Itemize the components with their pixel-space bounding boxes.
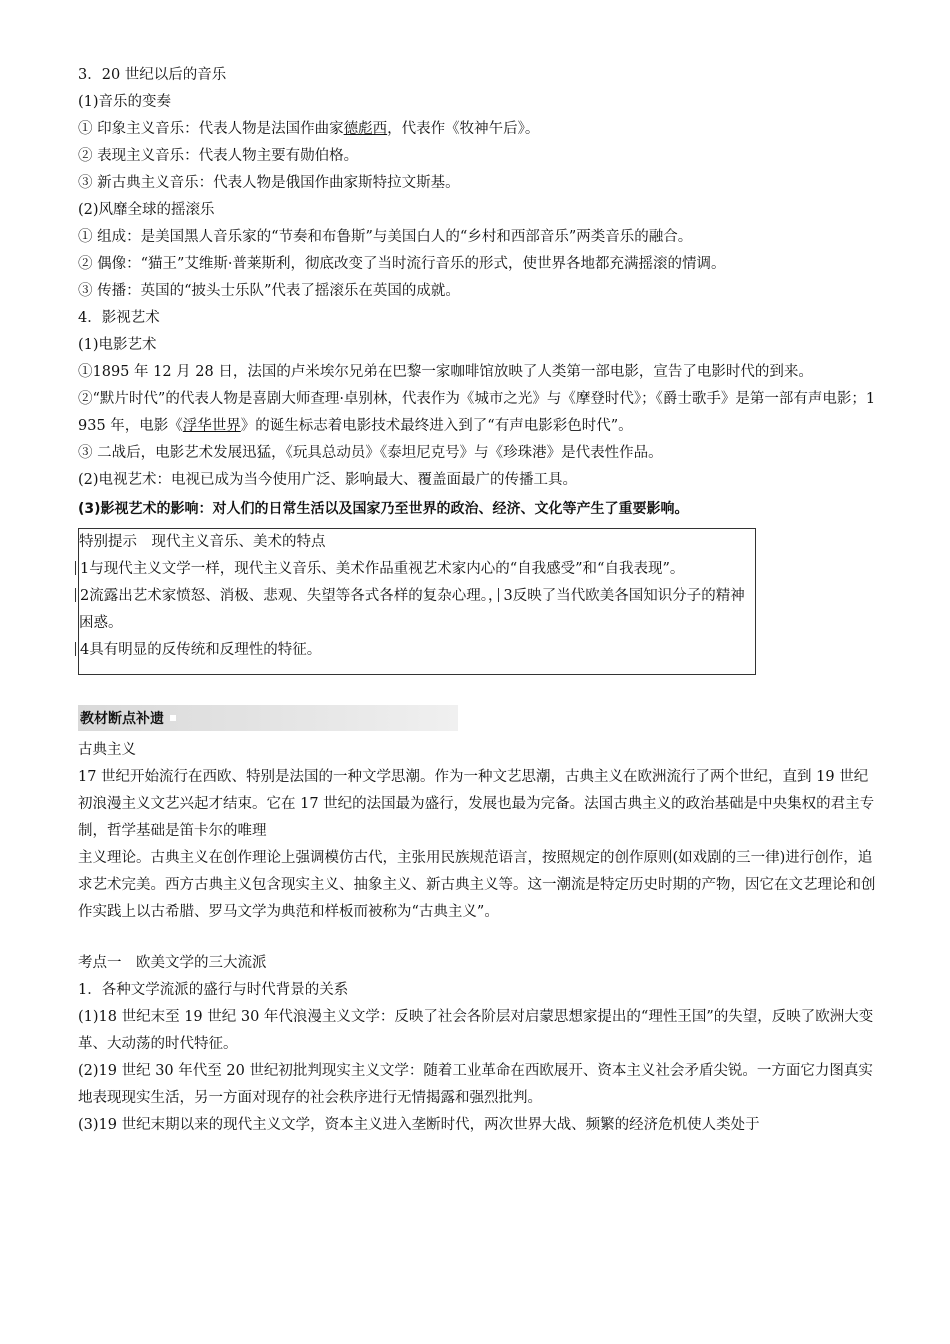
tip-item-4-text: 4具有明显的反传统和反理性的特征。: [80, 642, 322, 658]
impressionism-work: ，代表作《牧神午后》。: [387, 121, 540, 137]
tip-marker: [75, 561, 78, 575]
music-heading: 3．20 世纪以后的音乐: [78, 67, 227, 83]
rock-idol: ② 偶像：“猫王”艾维斯·普莱斯利，彻底改变了当时流行音乐的形式，使世界各地都充满摇滚的情调。: [78, 256, 726, 272]
debussy-name: 德彪西: [343, 121, 388, 137]
silent-era-text: ②“默片时代”的代表人物是喜剧大师查理·卓别林，代表作为《城市之光》与《摩登时代》；《爵士歌手》是第一部有声电影；1935 年，电影《: [78, 391, 876, 434]
tv-art: (2)电视艺术：电视已成为当今使用广泛、影响最大、覆盖面最广的传播工具。: [78, 472, 578, 488]
kaodian-heading: 考点一 欧美文学的三大流派: [78, 955, 267, 971]
film-impact: (3)影视艺术的影响：对人们的日常生活以及国家乃至世界的政治、经济、文化等产生了重要影响。: [78, 501, 689, 517]
classicism-para-1: 17 世纪开始流行在西欧、特别是法国的一种文学思潮。作为一种文艺思潮，古典主义在欧洲流行了两个世纪，直到 19 世纪初浪漫主义文艺兴起才结束。它在 17 世纪的法国最为盛行，发展也最为完备。法国古典主义的政治基础是中央集权的君主专制，哲学基础是笛卡尔的唯理: [78, 769, 875, 839]
tip-marker: [75, 588, 78, 602]
kaodian-romanticism: (1)18 世纪末至 19 世纪 30 年代浪漫主义文学：反映了社会各阶层对启蒙思想家提出的“理性王国”的失望，反映了欧洲大变革、大动荡的时代特征。: [78, 1009, 874, 1052]
silent-era-text-end: 》的诞生标志着电影技术最终进入到了“有声电影彩色时代”。: [240, 418, 633, 434]
rock-composition: ① 组成：是美国黑人音乐家的“节奏和布鲁斯”与美国白人的“乡村和西部音乐”两类音乐的融合。: [78, 229, 693, 245]
impressionism-line: [78, 116, 878, 143]
tip-item-1-text: 1与现代主义文学一样，现代主义音乐、美术作品重视艺术家内心的“自我感受”和“自我表现”。: [80, 561, 685, 577]
film-heading: 4．影视艺术: [78, 310, 160, 326]
film-first-movie: ①1895 年 12 月 28 日，法国的卢米埃尔兄弟在巴黎一家咖啡馆放映了人类第一部电影，宣告了电影时代的到来。: [78, 364, 813, 380]
film-title-underlined: 浮华世界: [182, 418, 241, 434]
tip-item-4: [79, 637, 745, 664]
supplement-section-bar: [78, 705, 458, 731]
rock-spread: ③ 传播：英国的“披头士乐队”代表了摇滚乐在英国的成就。: [78, 283, 460, 299]
square-icon: [170, 715, 176, 721]
tip-title: 特别提示 现代主义音乐、美术的特点: [79, 534, 326, 550]
tip-marker: [75, 642, 78, 656]
special-tip-box: [78, 528, 756, 675]
kaodian-sub: 1．各种文学流派的盛行与时代背景的关系: [78, 982, 349, 998]
film-silent-era: [78, 386, 878, 440]
music-sub-variation: (1)音乐的变奏: [78, 94, 172, 110]
tip-item-1: [79, 556, 749, 583]
tip-separator: ，: [487, 588, 503, 604]
document-page: [78, 62, 878, 1139]
film-sub-cinema: (1)电影艺术: [78, 337, 157, 353]
classicism-para-2: 主义理论。古典主义在创作理论上强调模仿古代，主张用民族规范语言，按照规定的创作原则(如戏剧的三一律)进行创作，追求艺术完美。西方古典主义包含现实主义、抽象主义、新古典主义等。这一潮流是特定历史时期的产物，因它在文艺理论和创作实践上以古希腊、罗马文学为典范和样板而被称为“古典主义”。: [78, 850, 876, 920]
kaodian-modernism: (3)19 世纪末期以来的现代主义文学，资本主义进入垄断时代，两次世界大战、频繁的经济危机使人类处于: [78, 1117, 760, 1133]
spacer: [78, 926, 878, 950]
rock-heading: (2)风靡全球的摇滚乐: [78, 202, 215, 218]
tip-item-2-text: 2流露出艺术家愤怒、消极、悲观、失望等各式各样的复杂心理。: [80, 588, 488, 604]
neoclassicism-line: ③ 新古典主义音乐：代表人物是俄国作曲家斯特拉文斯基。: [78, 175, 460, 191]
tip-item-2-3: [79, 583, 749, 637]
kaodian-realism: (2)19 世纪 30 年代至 20 世纪初批判现实主义文学：随着工业革命在西欧展开、资本主义社会矛盾尖锐。一方面它力图真实地表现现实生活，另一方面对现存的社会秩序进行无情揭露和强烈批判。: [78, 1063, 873, 1106]
tip-item-3-text: 3反映了当代欧美各国知识分子的精神困惑。: [79, 588, 745, 631]
supplement-title: 教材断点补遗: [80, 711, 164, 727]
expressionism-line: ② 表现主义音乐：代表人物主要有勋伯格。: [78, 148, 359, 164]
film-postwar: ③ 二战后，电影艺术发展迅猛，《玩具总动员》《泰坦尼克号》与《珍珠港》是代表性作品。: [78, 445, 663, 461]
tip-marker: [498, 588, 501, 602]
impressionism-text: ① 印象主义音乐：代表人物是法国作曲家: [78, 121, 344, 137]
classicism-heading: 古典主义: [78, 742, 136, 758]
